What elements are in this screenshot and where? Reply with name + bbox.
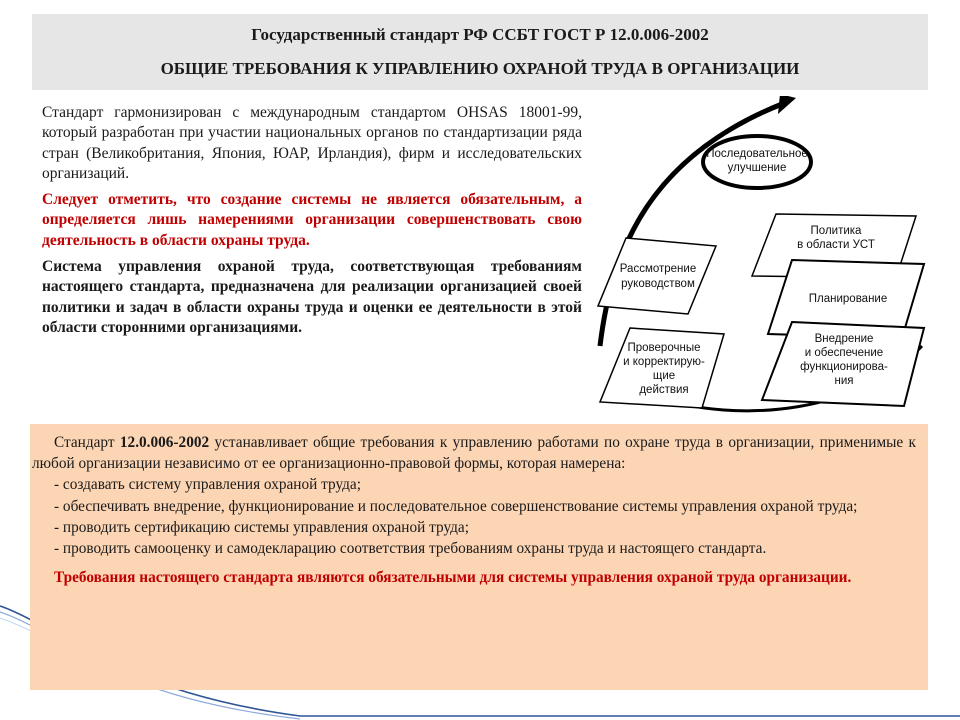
description-column (42, 103, 582, 344)
intro-start: Стандарт (54, 434, 120, 451)
review-label-2: руководством (621, 278, 695, 290)
requirements-intro (32, 432, 916, 474)
implementation-label-3: функционирова- (800, 361, 888, 373)
standard-title: Государственный стандарт РФ ССБТ ГОСТ Р 12.0.006-2002 (251, 25, 709, 44)
ohs-cycle-diagram (592, 96, 932, 418)
purpose-paragraph: Система управления охраной труда, соответствующая требованиям настоящего стандарта, предназначена для реализации организацией своей политики и задач в области охраны труда и оценки ее деятельности в этой области сторонними организациями. (42, 258, 582, 336)
policy-label-2: в области УСТ (797, 239, 875, 251)
check-label-1: Проверочные (627, 342, 701, 354)
planning-label: Планирование (808, 293, 888, 305)
standard-subtitle: ОБЩИЕ ТРЕБОВАНИЯ К УПРАВЛЕНИЮ ОХРАНОЙ ТРУДА В ОРГАНИЗАЦИИ (160, 59, 800, 78)
requirement-item-2: - обеспечивать внедрение, функционирование и последовательное совершенствование системы управления охраной труда; (54, 497, 858, 515)
implementation-label-2: и обеспечение (804, 347, 884, 359)
review-block (598, 238, 716, 314)
mandatory-note: Требования настоящего стандарта являются обязательными для системы управления охраной труда организации. (54, 569, 852, 587)
check-block (600, 328, 724, 408)
review-label-1: Рассмотрение (619, 263, 697, 275)
requirements-box (30, 424, 928, 690)
intro-rest: устанавливает общие требования к управлению работами по охране труда в организации, применимые к любой организации независимо от ее организационно-правовой формы, которая намерена: (32, 434, 916, 473)
intro-standard-code: 12.0.006-2002 (119, 434, 210, 451)
requirement-item-4: - проводить самооценку и самодекларацию соответствия требованиям охраны труда и настоящего стандарта. (54, 540, 767, 558)
check-label-4: действия (639, 384, 689, 396)
improvement-label-1: Последовательное (706, 148, 808, 160)
policy-label-1: Политика (810, 225, 862, 237)
implementation-label-1: Внедрение (814, 333, 874, 345)
harmonization-paragraph: Стандарт гармонизирован с международным стандартом OHSAS 18001-99, который разработан при участии национальных органов по стандартизации ряда стран (Великобритания, Япония, ЮАР, Ирландия), фирм и исследовательских организаций. (42, 104, 582, 182)
requirement-item-1: - создавать систему управления охраной труда; (54, 476, 361, 494)
voluntary-note: Следует отметить, что создание системы не является обязательным, а определяется лишь намерениями организации совершенствовать свою деятельность в области охраны труда. (42, 191, 582, 249)
check-label-3: щие (652, 370, 676, 382)
improvement-label-2: улучшение (727, 162, 787, 174)
check-label-2: и корректирую- (623, 356, 705, 368)
title-banner (32, 14, 928, 90)
requirement-item-3: - проводить сертификацию системы управления охраной труда; (54, 518, 469, 536)
cycle-arrowhead-icon (778, 96, 796, 114)
implementation-label-4: ния (834, 375, 854, 387)
